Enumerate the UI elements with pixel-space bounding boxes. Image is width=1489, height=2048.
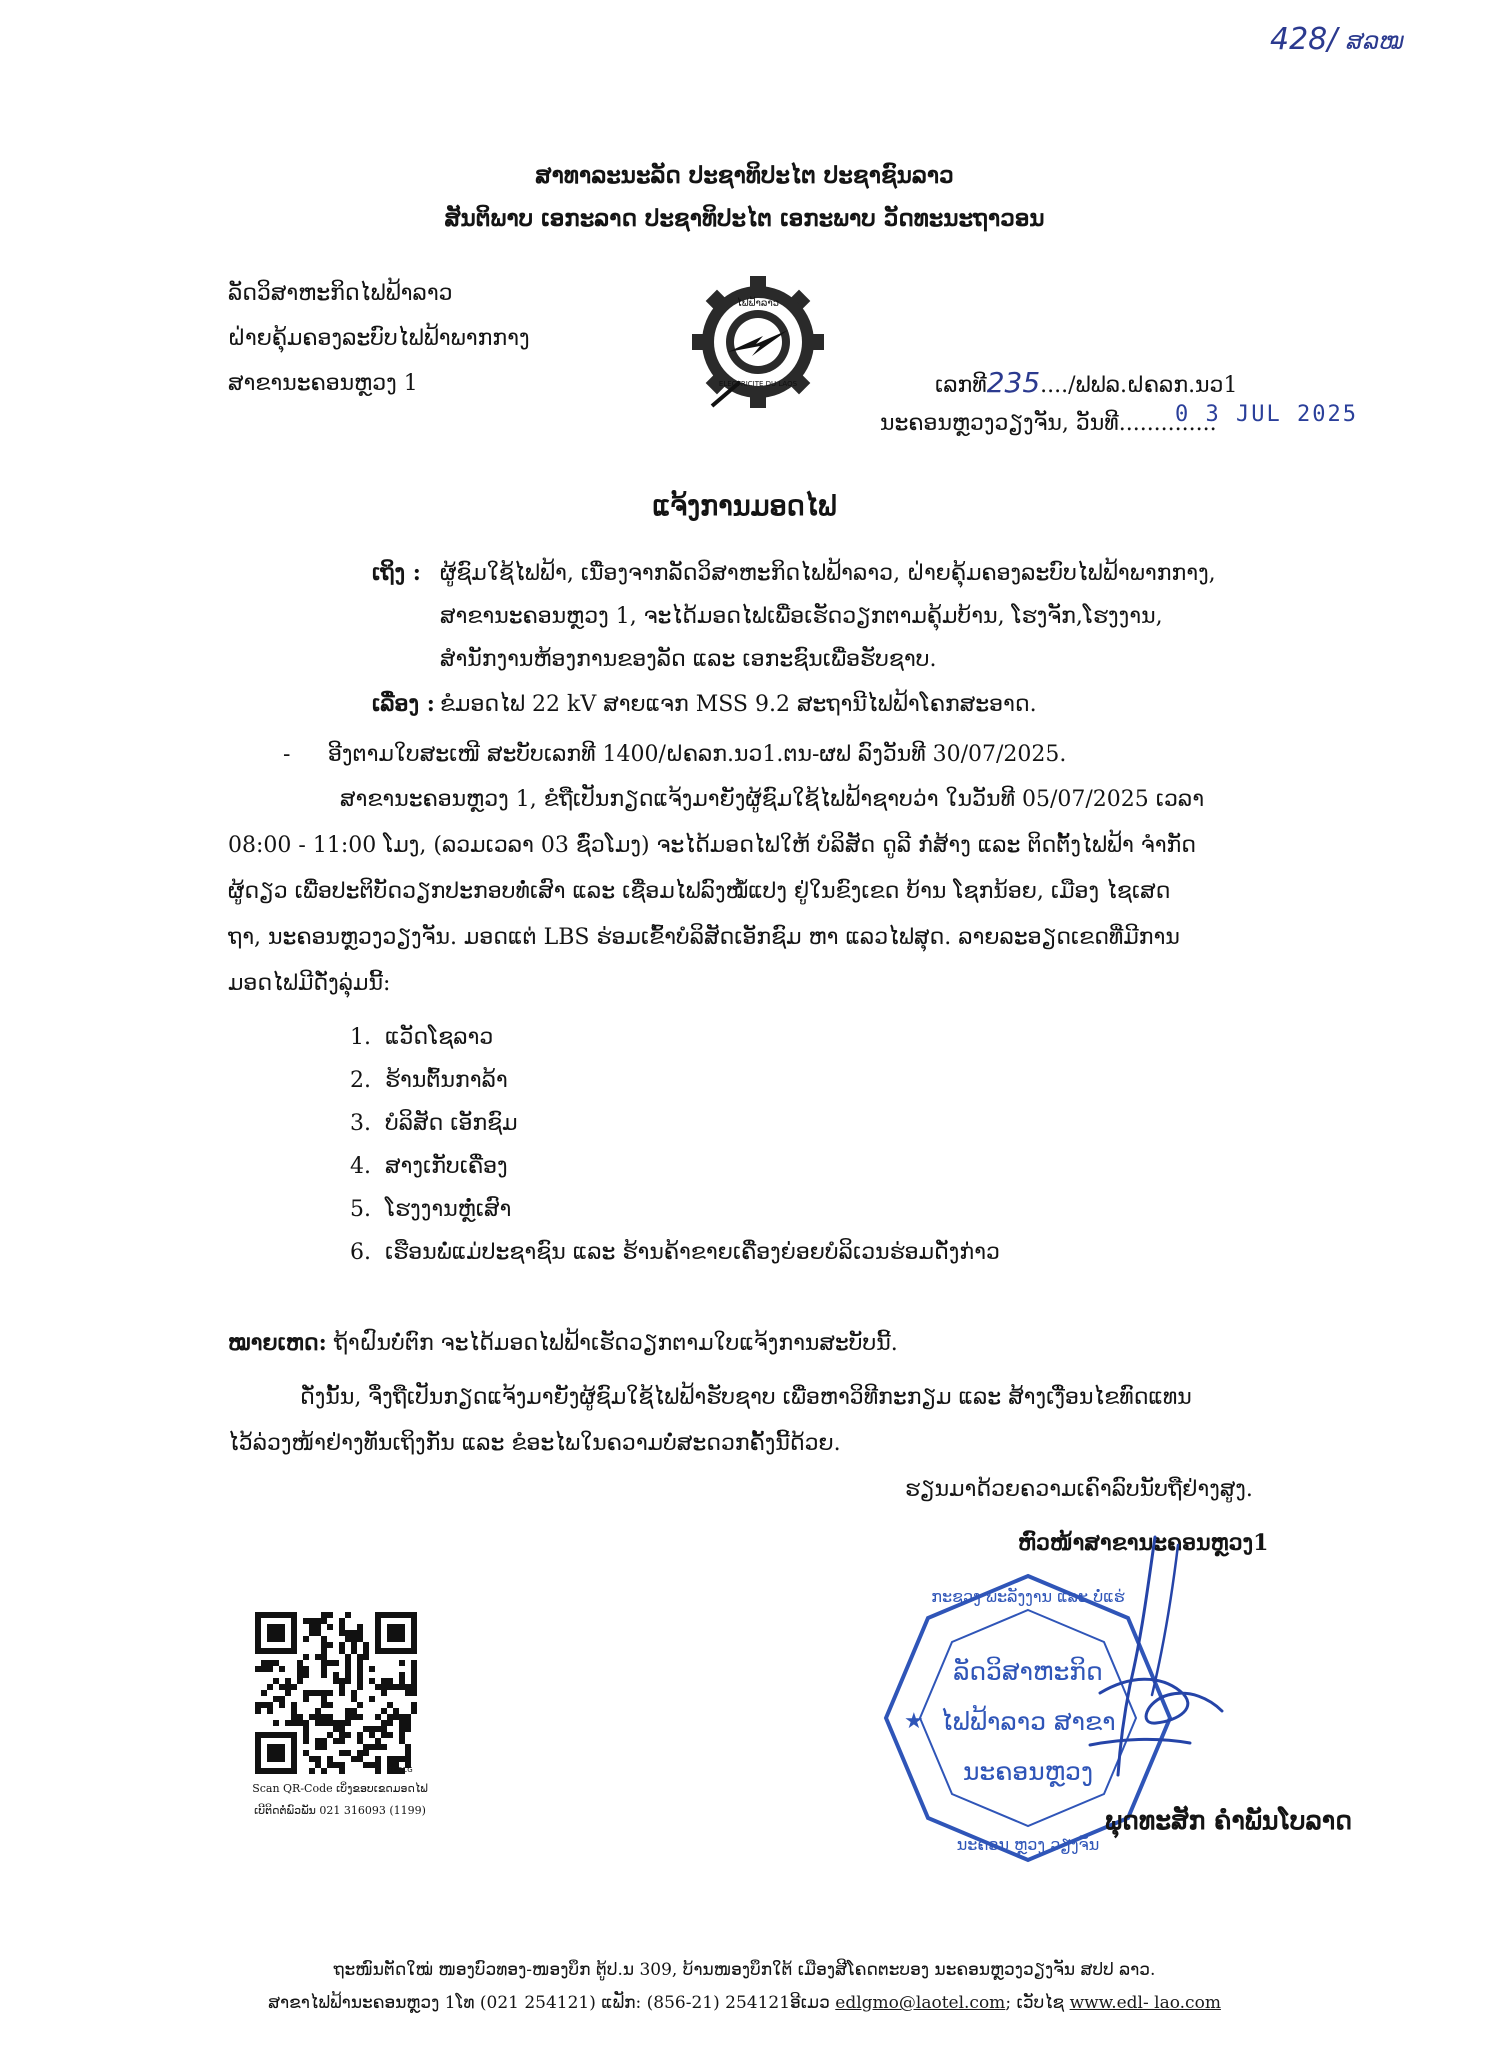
footer-contact: ສາຂາໄຟຟ້ານະຄອນຫຼວງ 1ໂທ (021 254121) ແຟັກ: (856-21) 254121ອີເມວ (268, 1993, 830, 2013)
body-line-1: ສາຂານະຄອນຫຼວງ 1, ຂໍຖືເປັນກຽດແຈ້ງມາຍັງຜູ້ຊົມໃຊ້ໄຟຟ້າຊາບວ່າ ໃນວັນທີ 05/07/2025 ເວລາ (340, 787, 1205, 812)
notice-title: ແຈ້ງການມອດໄຟ (652, 491, 837, 522)
closing-line-2: ໄວ້ລ່ວງໜ້າຢ່າງທັນເຖິງກັນ ແລະ ຂໍອະໄພໃນຄວາມບໍ່ສະດວກຄັ້ງນີ້ດ້ວຍ. (228, 1431, 841, 1456)
edl-logo-icon (683, 262, 833, 422)
qr-code-icon (255, 1612, 417, 1774)
org-line-1: ລັດວິສາຫະກິດໄຟຟ້າລາວ (228, 281, 453, 306)
list-item: 1. ແວັດໂຊລາວ (350, 1025, 494, 1050)
corner-note-number: 428 (1270, 22, 1328, 57)
closing-line-1: ດັ່ງນັ້ນ, ຈຶ່ງຖືເປັນກຽດແຈ້ງມາຍັງຜູ້ຊົມໃຊ້ໄຟຟ້າຮັບຊາບ ເພື່ອຫາວິທີກະກຽມ ແລະ ສ້າງເງື່ອນໄຂທົດແທນ (300, 1385, 1192, 1410)
signer-name: ພຸດທະສັກ ຄຳພັນໂບລາດ (1105, 1806, 1353, 1835)
ref-date-dots: .............. (1118, 411, 1217, 436)
edl-logo (683, 262, 833, 422)
ref-number-suffix: ..../ຟຟລ.ຝຄລກ.ນວ1 (1040, 373, 1238, 398)
footer-email-link[interactable]: edlgmo@laotel.com (835, 1993, 1006, 2013)
body-line-5: ມອດໄຟມີດັ່ງລຸ່ມນີ້: (228, 971, 391, 996)
date-stamp: 0 3 JUL 2025 (1175, 402, 1358, 427)
corner-note-word: ສລໝ (1346, 27, 1405, 55)
signature-title: ຫົວໜ້າສາຂານະຄອນຫຼວງ1 (1018, 1530, 1269, 1556)
note (228, 1330, 898, 1358)
header-line-1: ສາທາລະນະລັດ ປະຊາທິປະໄຕ ປະຊາຊົນລາວ (535, 162, 954, 189)
footer-line-2 (0, 1993, 1489, 2013)
qr-caption-2: ເບີຕິດຕໍ່ພົວພັນ 021 316093 (1199) (254, 1804, 426, 1817)
stamp-ring-top: ກະຊວງ ພະລັງງານ ແລະ ບໍ່ແຮ່ (931, 1587, 1125, 1606)
stamp-star-icon: ★ (904, 1709, 924, 1734)
corner-note: 428/ ສລໝ (1270, 22, 1405, 57)
body-line-3: ຜູ້ດຽວ ເພື່ອປະຕິບັດວຽກປະກອບທໍ່ເສົາ ແລະ ເຊື່ອມໄຟລົງໝໍ້ແປງ ຢູ່ໃນຂົງເຂດ ບ້ານ ໂຊກນ້ອຍ, ເມືອງ ໄຊເສດ (228, 879, 1171, 904)
handwritten-signature (1060, 1525, 1230, 1795)
list-item: 3. ບໍລິສັດ ເອັກຊົມ (350, 1111, 518, 1136)
footer-website-label: ; ເວັບໄຊ (1005, 1993, 1065, 2013)
reference-dash: - (283, 742, 291, 767)
to-label: ເຖິງ : (372, 560, 421, 586)
footer-line-1: ຖະໜົນຕັດໃໝ່ ໜອງບົວທອງ-ໜອງບຶກ ຕູ້ປ.ນ 309, ບ້ານໜອງບຶກໃຕ້ ເມືອງສີໂຄດຕະບອງ ນະຄອນຫຼວງວຽງຈັນ ສປປ ລາວ. (333, 1960, 1156, 1980)
stamp-line-1: ລັດວິສາຫະກິດ (953, 1657, 1103, 1686)
reference-date (880, 410, 1217, 438)
to-line-1: ຜູ້ຊົມໃຊ້ໄຟຟ້າ, ເນື່ອງຈາກລັດວິສາຫະກິດໄຟຟ້າລາວ, ຝ່າຍຄຸ້ມຄອງລະບົບໄຟຟ້າພາກກາງ, (440, 561, 1216, 586)
body-line-4: ຖາ, ນະຄອນຫຼວງວຽງຈັນ. ມອດແຕ່ LBS ຮ່ອມເຂົ້າບໍລິສັດເອັກຊົມ ຫາ ແລວໄຟສຸດ. ລາຍລະອຽດເຂດທີ່ມີການ (228, 925, 1180, 950)
qr-caption-1: Scan QR-Code ເບິ່ງຂອບເຂດມອດໄຟ (252, 1782, 428, 1795)
ref-date-prefix: ນະຄອນຫຼວງວຽງຈັນ, ວັນທີ (880, 411, 1119, 436)
qr-corner-label: TORCG (388, 1766, 413, 1774)
org-line-3: ສາຂານະຄອນຫຼວງ 1 (228, 371, 418, 396)
ref-number-prefix: ເລກທີ (935, 373, 987, 398)
to-line-3: ສຳນັກງານຫ້ອງການຂອງລັດ ແລະ ເອກະຊົນເພື່ອຮັບຊາບ. (440, 647, 937, 672)
list-item: 6. ເຮືອນພໍ່ແມ່ປະຊາຊົນ ແລະ ຮ້ານຄ້າຂາຍເຄື່ອງຍ່ອຍບໍລິເວນຮ່ອມດັ່ງກ່າວ (350, 1240, 1000, 1265)
qr-code[interactable] (255, 1612, 417, 1774)
reference-text: ອີງຕາມໃບສະເໜີ ສະບັບເລກທີ 1400/ຝຄລກ.ນວ1.ຕນ-ຜຟ ລົງວັນທີ 30/07/2025. (328, 742, 1067, 767)
ref-number-handwritten: 235 (986, 366, 1041, 399)
reference-number (935, 365, 1237, 400)
logo-text-bottom: ELECTRICITE DU LAOS (718, 380, 798, 388)
body-line-2: 08:00 - 11:00 ໂມງ, (ລວມເວລາ 03 ຊົ່ວໂມງ) ຈະໄດ້ມອດໄຟໃຫ້ ບໍລິສັດ ດູລີ ກໍ່ສ້າງ ແລະ ຕິດຕັ້ງໄຟຟ້າ ຈຳກັດ (228, 833, 1197, 858)
note-label: ໝາຍເຫດ: (228, 1330, 327, 1356)
signature-scribble-icon (1060, 1525, 1230, 1795)
stamp-line-2: ໄຟຟ້າລາວ ສາຂາ (940, 1707, 1116, 1736)
org-line-2: ຝ່າຍຄຸ້ມຄອງລະບົບໄຟຟ້າພາກກາງ (228, 326, 530, 351)
stamp-ring-bottom: ນະຄອນ ຫຼວງ ວຽງຈັນ (956, 1835, 1100, 1854)
subject-label: ເລື່ອງ : (372, 691, 435, 717)
footer-website-link[interactable]: www.edl- lao.com (1069, 1993, 1221, 2013)
header-line-2: ສັນຕິພາບ ເອກະລາດ ປະຊາທິປະໄຕ ເອກະພາບ ວັດທະນະຖາວອນ (444, 205, 1045, 232)
list-item: 2. ຮ້ານຕົ້ນກາລ້າ (350, 1068, 508, 1093)
note-text: ຖ້າຝົນບໍ່ຕົກ ຈະໄດ້ມອດໄຟຟ້າເຮັດວຽກຕາມໃບແຈ້ງການສະບັບນີ້. (333, 1331, 898, 1356)
closing-line-3: ຮຽນມາດ້ວຍຄວາມເຄົາລົບນັບຖືຢ່າງສູງ. (905, 1477, 1253, 1502)
list-item: 5. ໂຮງງານຫຼໍ່ເສົາ (350, 1197, 512, 1222)
subject-text: ຂໍມອດໄຟ 22 kV ສາຍແຈກ MSS 9.2 ສະຖານີໄຟຟ້າໂຄກສະອາດ. (440, 692, 1037, 717)
stamp-line-3: ນະຄອນຫຼວງ (962, 1757, 1094, 1786)
to-line-2: ສາຂານະຄອນຫຼວງ 1, ຈະໄດ້ມອດໄຟເພື່ອເຮັດວຽກຕາມຄຸ້ມບ້ານ, ໂຮງຈັກ,ໂຮງງານ, (440, 604, 1163, 629)
list-item: 4. ສາງເກັບເຄື່ອງ (350, 1154, 508, 1179)
logo-text-top: ໄຟຟ້າລາວ (736, 298, 780, 309)
